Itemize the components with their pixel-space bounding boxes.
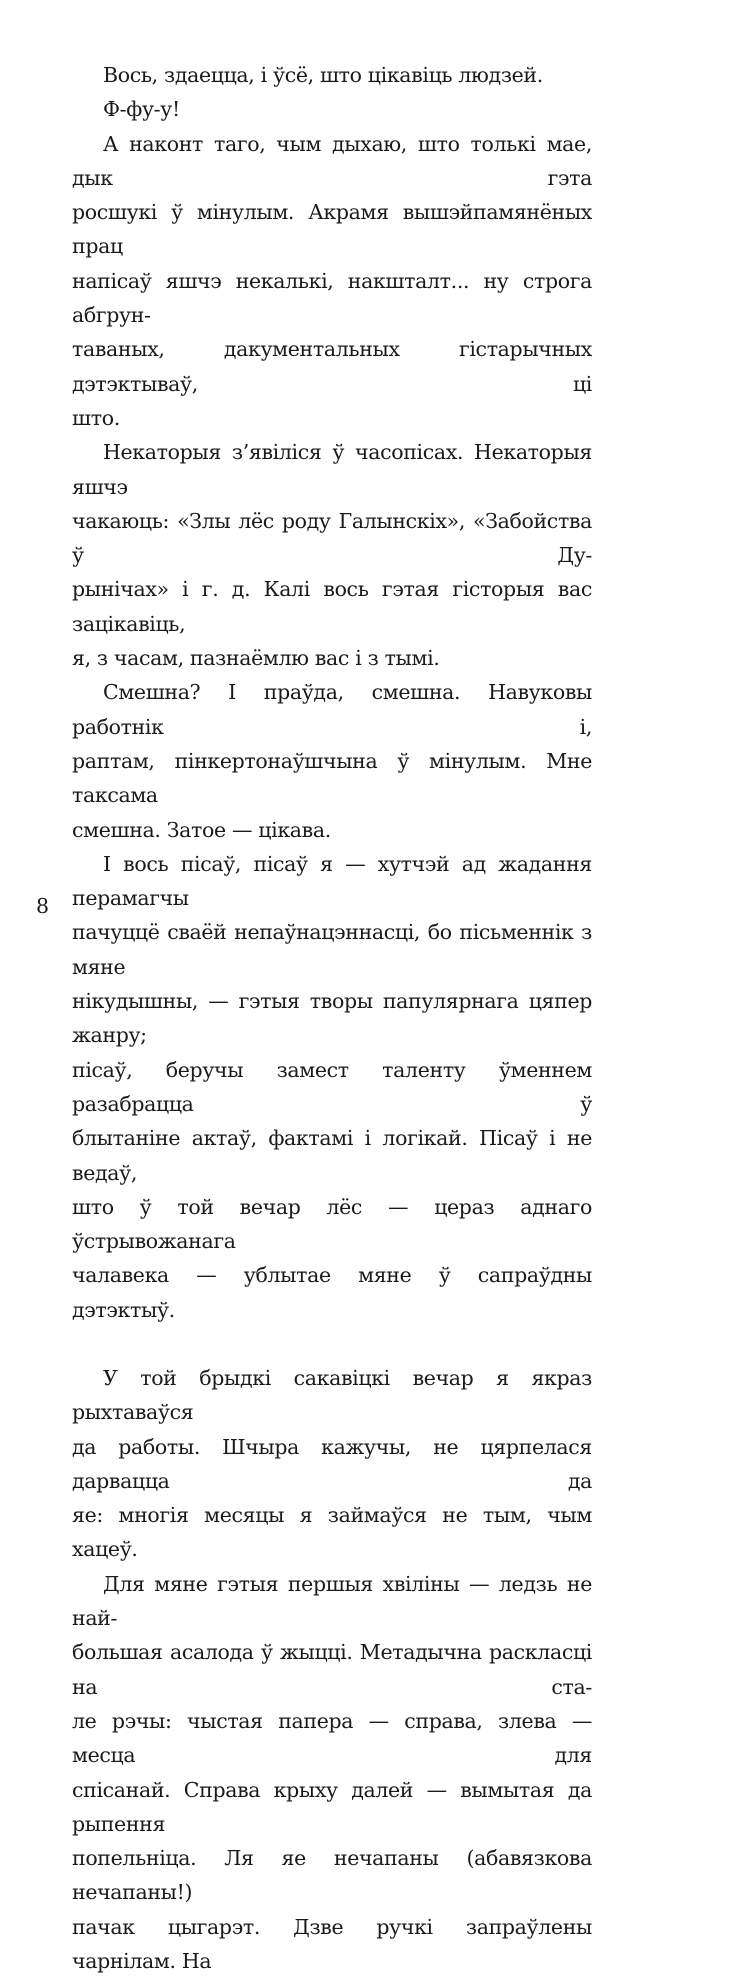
text-line: Для мяне гэтыя першыя хвіліны — ледзь не най- [72,1571,592,1631]
text-line: да работы. Шчыра кажучы, не цярпелася дарвацца да [72,1434,592,1493]
paragraph [72,1567,592,1978]
book-page-text [72,58,592,1978]
paragraph [72,847,592,1327]
text-line: Ф-фу-у! [103,97,180,122]
text-line: попельніца. Ля яе нечапаны (абавязкова нечапаны!) [72,1846,592,1905]
paragraph [72,1361,592,1567]
paragraph [72,92,592,126]
text-line: пісаў, беручы замест таленту ўменнем разабрацца ў [72,1057,592,1116]
text-line: большая асалода ў жыцці. Метадычна раскласці на ста- [72,1640,592,1699]
text-line: І вось пісаў, пісаў я — хутчэй ад жадання перамагчы [72,851,592,911]
text-section-1 [72,58,592,1327]
text-line: нікудышны, — гэтыя творы папулярнага цяпер жанру; [72,989,592,1048]
text-line: што. [72,405,120,430]
text-line: напісаў яшчэ некалькі, накшталт... ну строга абгрун- [72,268,592,328]
text-line: блытаніне актаў, фактамі і логікай. Пісаў і не ведаў, [72,1126,592,1185]
text-line: росшукі ў мінулым. Акрамя вышэйпамянёных прац [72,200,592,259]
text-line: смешна. Затое — цікава. [72,817,331,842]
text-line: спісанай. Справа крыху далей — вымытая да рыпення [72,1777,592,1836]
text-line: чакаюць: «Злы лёс роду Галынскіх», «Забойства ў Ду- [72,508,592,568]
text-line: А наконт таго, чым дыхаю, што толькі мае, дык гэта [72,131,592,190]
text-line: пачак цыгарэт. Дзве ручкі запраўлены чарнілам. На [72,1914,592,1974]
text-line: чалавека — ублытае мяне ў сапраўдны дэтэктыў. [72,1263,592,1322]
paragraph [72,127,592,436]
text-section-2 [72,1361,592,1978]
text-line: яе: многія месяцы я займаўся не тым, чым хацеў. [72,1503,592,1562]
text-line: Смешна? І праўда, смешна. Навуковы работнік і, [72,680,592,739]
text-line: Вось, здаецца, і ўсё, што цікавіць людзей. [103,63,543,87]
text-line: У той брыдкі сакавіцкі вечар я якраз рыхтаваўся [72,1365,592,1425]
text-line: ле рэчы: чыстая папера — справа, злева — месца для [72,1708,592,1768]
section-break [72,1327,592,1361]
paragraph [72,675,592,846]
text-line: што ў той вечар лёс — цераз аднаго ўстрывожанага [72,1194,592,1254]
paragraph [72,435,592,675]
text-line: раптам, пінкертонаўшчына ў мінулым. Мне таксама [72,748,592,808]
page-number: 8 [36,894,50,918]
paragraph [72,58,592,92]
text-line: я, з часам, пазнаёмлю вас і з тымі. [72,646,440,671]
text-line: таваных, дакументальных гістарычных дэтэктываў, ці [72,337,592,396]
text-line: пачуццё сваёй непаўнацэннасці, бо пісьменнік з мяне [72,920,592,979]
text-line: Некаторыя з’явіліся ў часопісах. Некаторыя яшчэ [72,440,592,499]
text-line: рынічах» і г. д. Калі вось гэтая гісторыя вас зацікавіць, [72,577,592,636]
